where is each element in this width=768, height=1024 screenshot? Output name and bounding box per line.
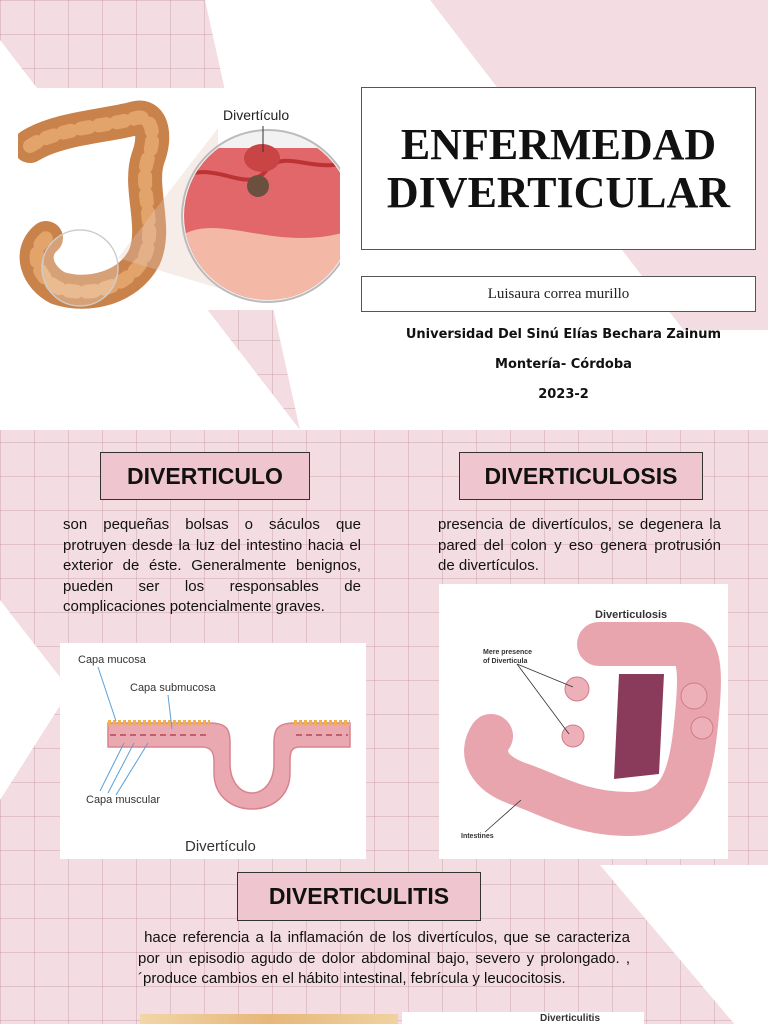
location: Montería- Córdoba (495, 357, 632, 372)
heading-diverticulitis (237, 872, 481, 921)
diverticulosis-figure (439, 584, 728, 859)
heading-diverticulitis-text: DIVERTICULITIS (268, 883, 450, 909)
label-muscular: Capa muscular (86, 794, 160, 806)
label-mucosa: Capa mucosa (78, 654, 146, 666)
diverticulosis-fig-title: Diverticulosis (595, 609, 668, 621)
institution: Universidad Del Sinú Elías Bechara Zainum (405, 327, 722, 342)
heading-diverticulosis (459, 452, 703, 500)
diverticulosis-fig-label-intestines: Intestines (461, 833, 494, 840)
period: 2023-2 (538, 387, 589, 402)
diverticulo-text: son pequeñas bolsas o sáculos que protruyen desde la luz del intestino hacia el exterior de éste. Generalmente benignos, pueden ser los responsables de complicaciones potencialmente graves. (63, 516, 361, 615)
wall-diagram-caption: Divertículo (185, 838, 256, 855)
diverticulitis-fig-title: Diverticulitis (540, 1013, 601, 1024)
diverticulitis-text: hace referencia a la inflamación de los divertículos, que se caracteriza por un episodio agudo de dolor abdominal bajo, severo y prolongado. ,´produce cambios en el hábito intestinal, febrícula y leucocitosis. (138, 929, 635, 987)
heading-diverticulo (100, 452, 310, 500)
heading-diverticulo-text: DIVERTICULO (127, 462, 283, 489)
diverticulosis-fig-label-presence: Mere presence of Diverticula (483, 649, 533, 665)
title-box (361, 87, 756, 250)
author-box (361, 276, 756, 312)
label-submucosa: Capa submucosa (130, 682, 216, 694)
author-name: Luisaura correa murillo (487, 285, 630, 302)
wall-diagram (60, 643, 366, 859)
diverticulitis-photo-partial (140, 1014, 398, 1024)
heading-diverticulosis-text: DIVERTICULOSIS (484, 462, 678, 489)
diverticulitis-figure-partial (402, 1012, 644, 1024)
colon-image-label: Divertículo (223, 107, 290, 123)
page-title: ENFERMEDAD DIVERTICULAR (386, 119, 731, 217)
diverticulosis-text: presencia de divertículos, se degenera la pared del colon y eso genera protrusión de divertículos. (438, 516, 721, 574)
colon-illustration (18, 88, 340, 310)
